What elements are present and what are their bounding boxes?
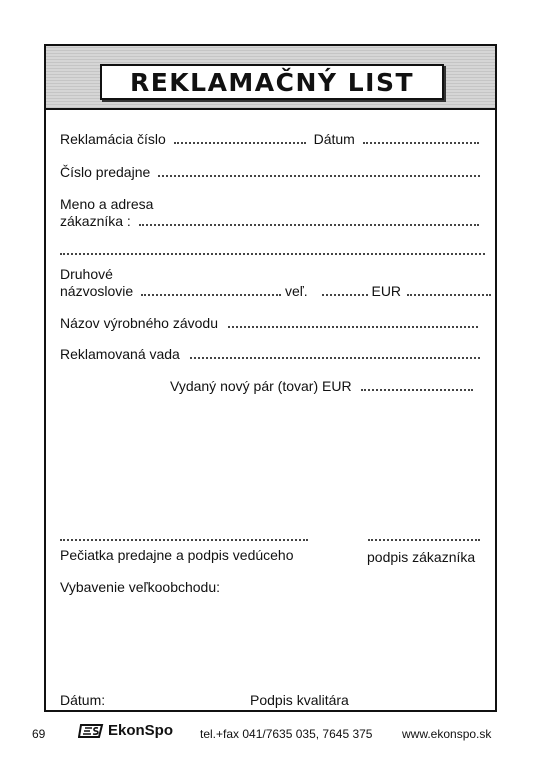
row-reklamacia <box>60 131 479 147</box>
row-cislo-predajne <box>60 164 480 180</box>
label-reklamacia: Reklamácia číslo <box>60 131 166 147</box>
label-cislo-predajne: Číslo predajne <box>60 164 151 180</box>
field-podpis-zakaznika[interactable] <box>368 539 480 541</box>
field-meno-adresa-2[interactable] <box>60 253 485 255</box>
row-druhove <box>60 283 491 299</box>
title-box <box>100 64 444 100</box>
row-novy-par <box>170 378 473 394</box>
footer-website: www.ekonspo.sk <box>402 727 492 741</box>
field-reklamacia-cislo[interactable] <box>174 142 306 144</box>
signature-line-zakaznik <box>368 528 480 544</box>
field-cislo-predajne[interactable] <box>158 175 480 177</box>
label-nazov-zavodu: Názov výrobného závodu <box>60 315 218 331</box>
field-meno-adresa[interactable] <box>139 224 479 226</box>
field-druhove-nazvoslovie[interactable] <box>141 294 281 296</box>
row-nazov-zavodu <box>60 315 478 331</box>
signature-line-pecatka <box>60 528 308 544</box>
label-novy-par: Vydaný nový pár (tovar) EUR <box>170 378 352 394</box>
page-number: 69 <box>32 727 46 741</box>
footer-contact: tel.+fax 041/7635 035, 7645 375 <box>200 727 373 741</box>
field-cena[interactable] <box>407 294 491 296</box>
row-meno <box>60 213 479 229</box>
label-meno-line1: Meno a adresa <box>60 196 154 212</box>
brand-name: EkonSpo <box>108 722 174 739</box>
label-datum: Dátum <box>313 131 355 147</box>
label-vybavenie: Vybavenie veľkoobchodu: <box>60 579 221 595</box>
label-vada: Reklamovaná vada <box>60 346 180 362</box>
field-novy-par-eur[interactable] <box>361 389 473 391</box>
ekonspo-logo-icon <box>78 723 104 739</box>
field-pecatka-podpis[interactable] <box>60 539 308 541</box>
label-druhove-line2: názvoslovie <box>60 283 134 299</box>
form-title: REKLAMAČNÝ LIST <box>129 67 415 97</box>
field-datum[interactable] <box>363 142 479 144</box>
label-druhove-line1: Druhové <box>60 266 113 282</box>
label-meno-line2: zákazníka : <box>60 213 131 229</box>
label-datum-bottom: Dátum: <box>60 692 106 708</box>
label-podpis-kvalitara: Podpis kvalitára <box>250 692 349 708</box>
field-velkost[interactable] <box>322 294 368 296</box>
brand-logo <box>78 722 173 739</box>
label-vel: veľ. <box>284 283 308 299</box>
row-vada <box>60 346 480 362</box>
label-pecatka: Pečiatka predajne a podpis vedúceho <box>60 547 294 563</box>
row-meno-continued <box>60 242 485 258</box>
title-band <box>46 46 495 110</box>
field-vada[interactable] <box>190 357 480 359</box>
label-eur: EUR <box>371 283 402 299</box>
label-podpis-zakaznika: podpis zákazníka <box>367 549 476 565</box>
field-nazov-zavodu[interactable] <box>228 326 478 328</box>
